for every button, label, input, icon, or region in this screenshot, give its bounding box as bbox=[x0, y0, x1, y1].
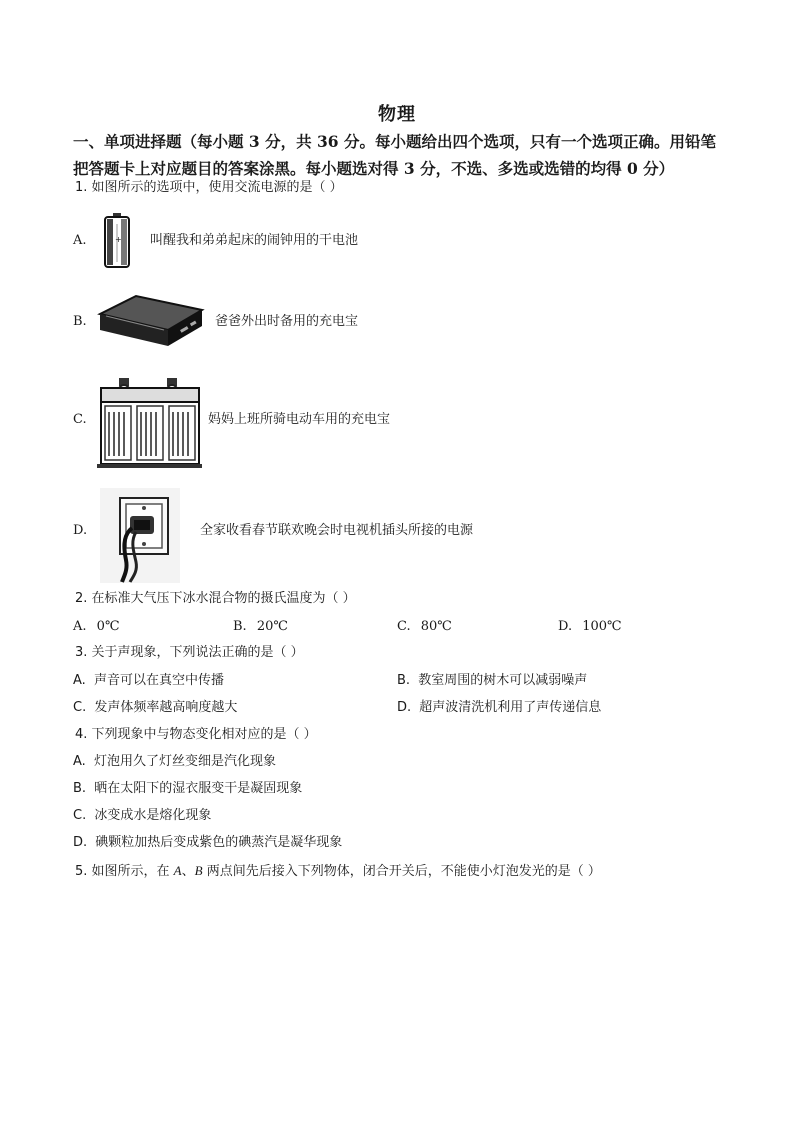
wall-socket-plug-icon bbox=[100, 488, 180, 583]
q1-option-a-text: 叫醒我和弟弟起床的闹钟用的干电池 bbox=[150, 233, 359, 248]
q3-option-d-text: 超声波清洗机利用了声传递信息 bbox=[419, 700, 602, 715]
q2-option-a bbox=[73, 618, 120, 636]
q4-option-c-text: 冰变成水是熔化现象 bbox=[94, 808, 212, 823]
dry-battery-icon bbox=[100, 212, 135, 270]
q2-option-c-text: 80℃ bbox=[420, 619, 452, 634]
q4-option-c bbox=[73, 807, 211, 825]
storage-battery-icon bbox=[97, 376, 202, 470]
q5-point-b: B bbox=[194, 863, 203, 878]
question-3-stem: 3. 关于声现象，下列说法正确的是（ ） bbox=[75, 645, 304, 660]
section-heading: 一、单项进择题（每小题 3 分，共 36 分。每小题给出四个选项，只有一个选项正确。用铅笔把答题卡上对应题目的答案涂黑。每小题选对得 3 分，不选、多选或选错的均得 0 分） bbox=[73, 132, 716, 178]
q3-option-a bbox=[73, 672, 224, 690]
q1-option-c-text: 妈妈上班所骑电动车用的充电宝 bbox=[208, 412, 391, 427]
q3-option-c-label: C. bbox=[73, 700, 87, 715]
q5-separator: 、 bbox=[181, 864, 195, 879]
q4-option-a-text: 灯泡用久了灯丝变细是汽化现象 bbox=[93, 754, 276, 769]
q2-option-b-text: 20℃ bbox=[256, 619, 288, 634]
q3-option-c-text: 发声体频率越高响度越大 bbox=[94, 700, 238, 715]
q2-option-d-text: 100℃ bbox=[582, 619, 622, 634]
q4-option-b-text: 晒在太阳下的湿衣服变干是凝固现象 bbox=[94, 781, 303, 796]
q1-option-c-label: C. bbox=[73, 412, 87, 427]
q2-option-b bbox=[233, 618, 288, 636]
q2-option-a-label: A. bbox=[73, 619, 87, 634]
q1-option-b-text: 爸爸外出时备用的充电宝 bbox=[215, 314, 359, 329]
q5-stem-start: 5. 如图所示，在 bbox=[75, 864, 174, 879]
q4-option-c-label: C. bbox=[73, 808, 87, 823]
q5-point-a: A bbox=[173, 863, 182, 878]
q2-option-c bbox=[397, 618, 452, 636]
q3-option-b-text: 教室周围的树木可以减弱噪声 bbox=[418, 673, 588, 688]
q4-option-a bbox=[73, 753, 276, 771]
q3-option-d-label: D. bbox=[397, 700, 412, 715]
q1-option-b-label: B. bbox=[73, 314, 87, 329]
question-2-stem: 2. 在标准大气压下冰水混合物的摄氏温度为（ ） bbox=[75, 591, 356, 606]
svg-text:+: + bbox=[115, 235, 122, 244]
q2-option-d-label: D. bbox=[558, 619, 573, 634]
q1-option-d-text: 全家收看春节联欢晚会时电视机插头所接的电源 bbox=[200, 523, 474, 538]
question-4-stem: 4. 下列现象中与物态变化相对应的是（ ） bbox=[75, 727, 317, 742]
q4-option-b-label: B. bbox=[73, 781, 87, 796]
q4-option-d-label: D. bbox=[73, 835, 88, 850]
q4-option-a-label: A. bbox=[73, 754, 86, 769]
q1-option-d-label: D. bbox=[73, 523, 88, 538]
q2-option-a-text: 0℃ bbox=[96, 619, 120, 634]
q5-stem-end: 两点间先后接入下列物体，闭合开关后，不能使小灯泡发光的是（ ） bbox=[202, 864, 601, 879]
q4-option-d-text: 碘颗粒加热后变成紫色的碘蒸汽是凝华现象 bbox=[95, 835, 343, 850]
q3-option-a-label: A. bbox=[73, 673, 86, 688]
q3-option-b-label: B. bbox=[397, 673, 411, 688]
q3-option-c bbox=[73, 699, 237, 717]
power-bank-icon bbox=[96, 292, 206, 350]
q2-option-c-label: C. bbox=[397, 619, 411, 634]
q3-option-a-text: 声音可以在真空中传播 bbox=[93, 673, 224, 688]
q4-option-d bbox=[73, 834, 342, 852]
page-title: 物理 bbox=[378, 104, 416, 125]
question-1-stem: 1. 如图所示的选项中，使用交流电源的是（ ） bbox=[75, 180, 343, 195]
q2-option-d bbox=[558, 618, 622, 636]
q3-option-d bbox=[397, 699, 601, 717]
q2-option-b-label: B. bbox=[233, 619, 247, 634]
question-5-stem bbox=[75, 862, 601, 881]
q1-option-a-label: A. bbox=[73, 233, 87, 248]
q3-option-b bbox=[397, 672, 587, 690]
q4-option-b bbox=[73, 780, 302, 798]
